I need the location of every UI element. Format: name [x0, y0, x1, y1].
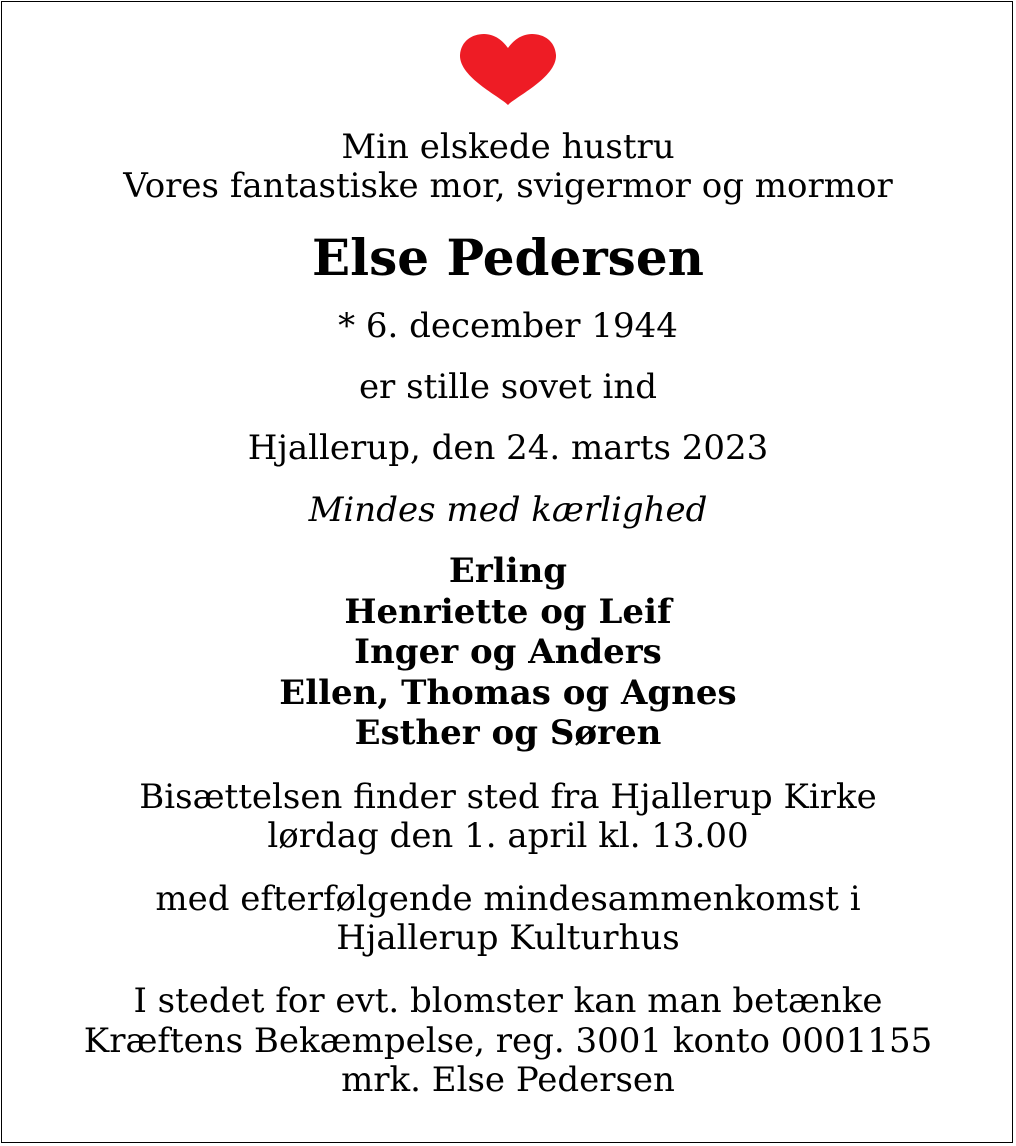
place-and-date: Hjallerup, den 24. marts 2023 [247, 428, 769, 468]
gathering-line-1: med efterfølgende mindesammenkomst i [155, 879, 861, 919]
family-member: Erling [448, 551, 568, 591]
family-member: Esther og Søren [354, 713, 662, 753]
family-member: Henriette og Leif [344, 592, 672, 632]
funeral-line-2: lørdag den 1. april kl. 13.00 [267, 816, 749, 856]
deceased-name: Else Pedersen [312, 228, 704, 287]
donation-line-2: Kræftens Bekæmpelse, reg. 3001 konto 0001155 [83, 1021, 933, 1061]
donation-line-3: mrk. Else Pedersen [341, 1060, 675, 1100]
remembered-text: Mindes med kærlighed [308, 490, 708, 530]
birth-date: * 6. december 1944 [338, 306, 678, 346]
passed-text: er stille sovet ind [358, 367, 658, 407]
heart-icon [459, 33, 557, 105]
funeral-line-1: Bisættelsen finder sted fra Hjallerup Kirke [139, 777, 877, 817]
intro-line-2: Vores fantastiske mor, svigermor og mormor [123, 166, 893, 206]
family-member: Ellen, Thomas og Agnes [279, 673, 737, 713]
family-member: Inger og Anders [354, 632, 662, 672]
gathering-line-2: Hjallerup Kulturhus [336, 918, 680, 958]
intro-line-1: Min elskede hustru [341, 127, 675, 167]
donation-line-1: I stedet for evt. blomster kan man betænke [133, 981, 883, 1021]
